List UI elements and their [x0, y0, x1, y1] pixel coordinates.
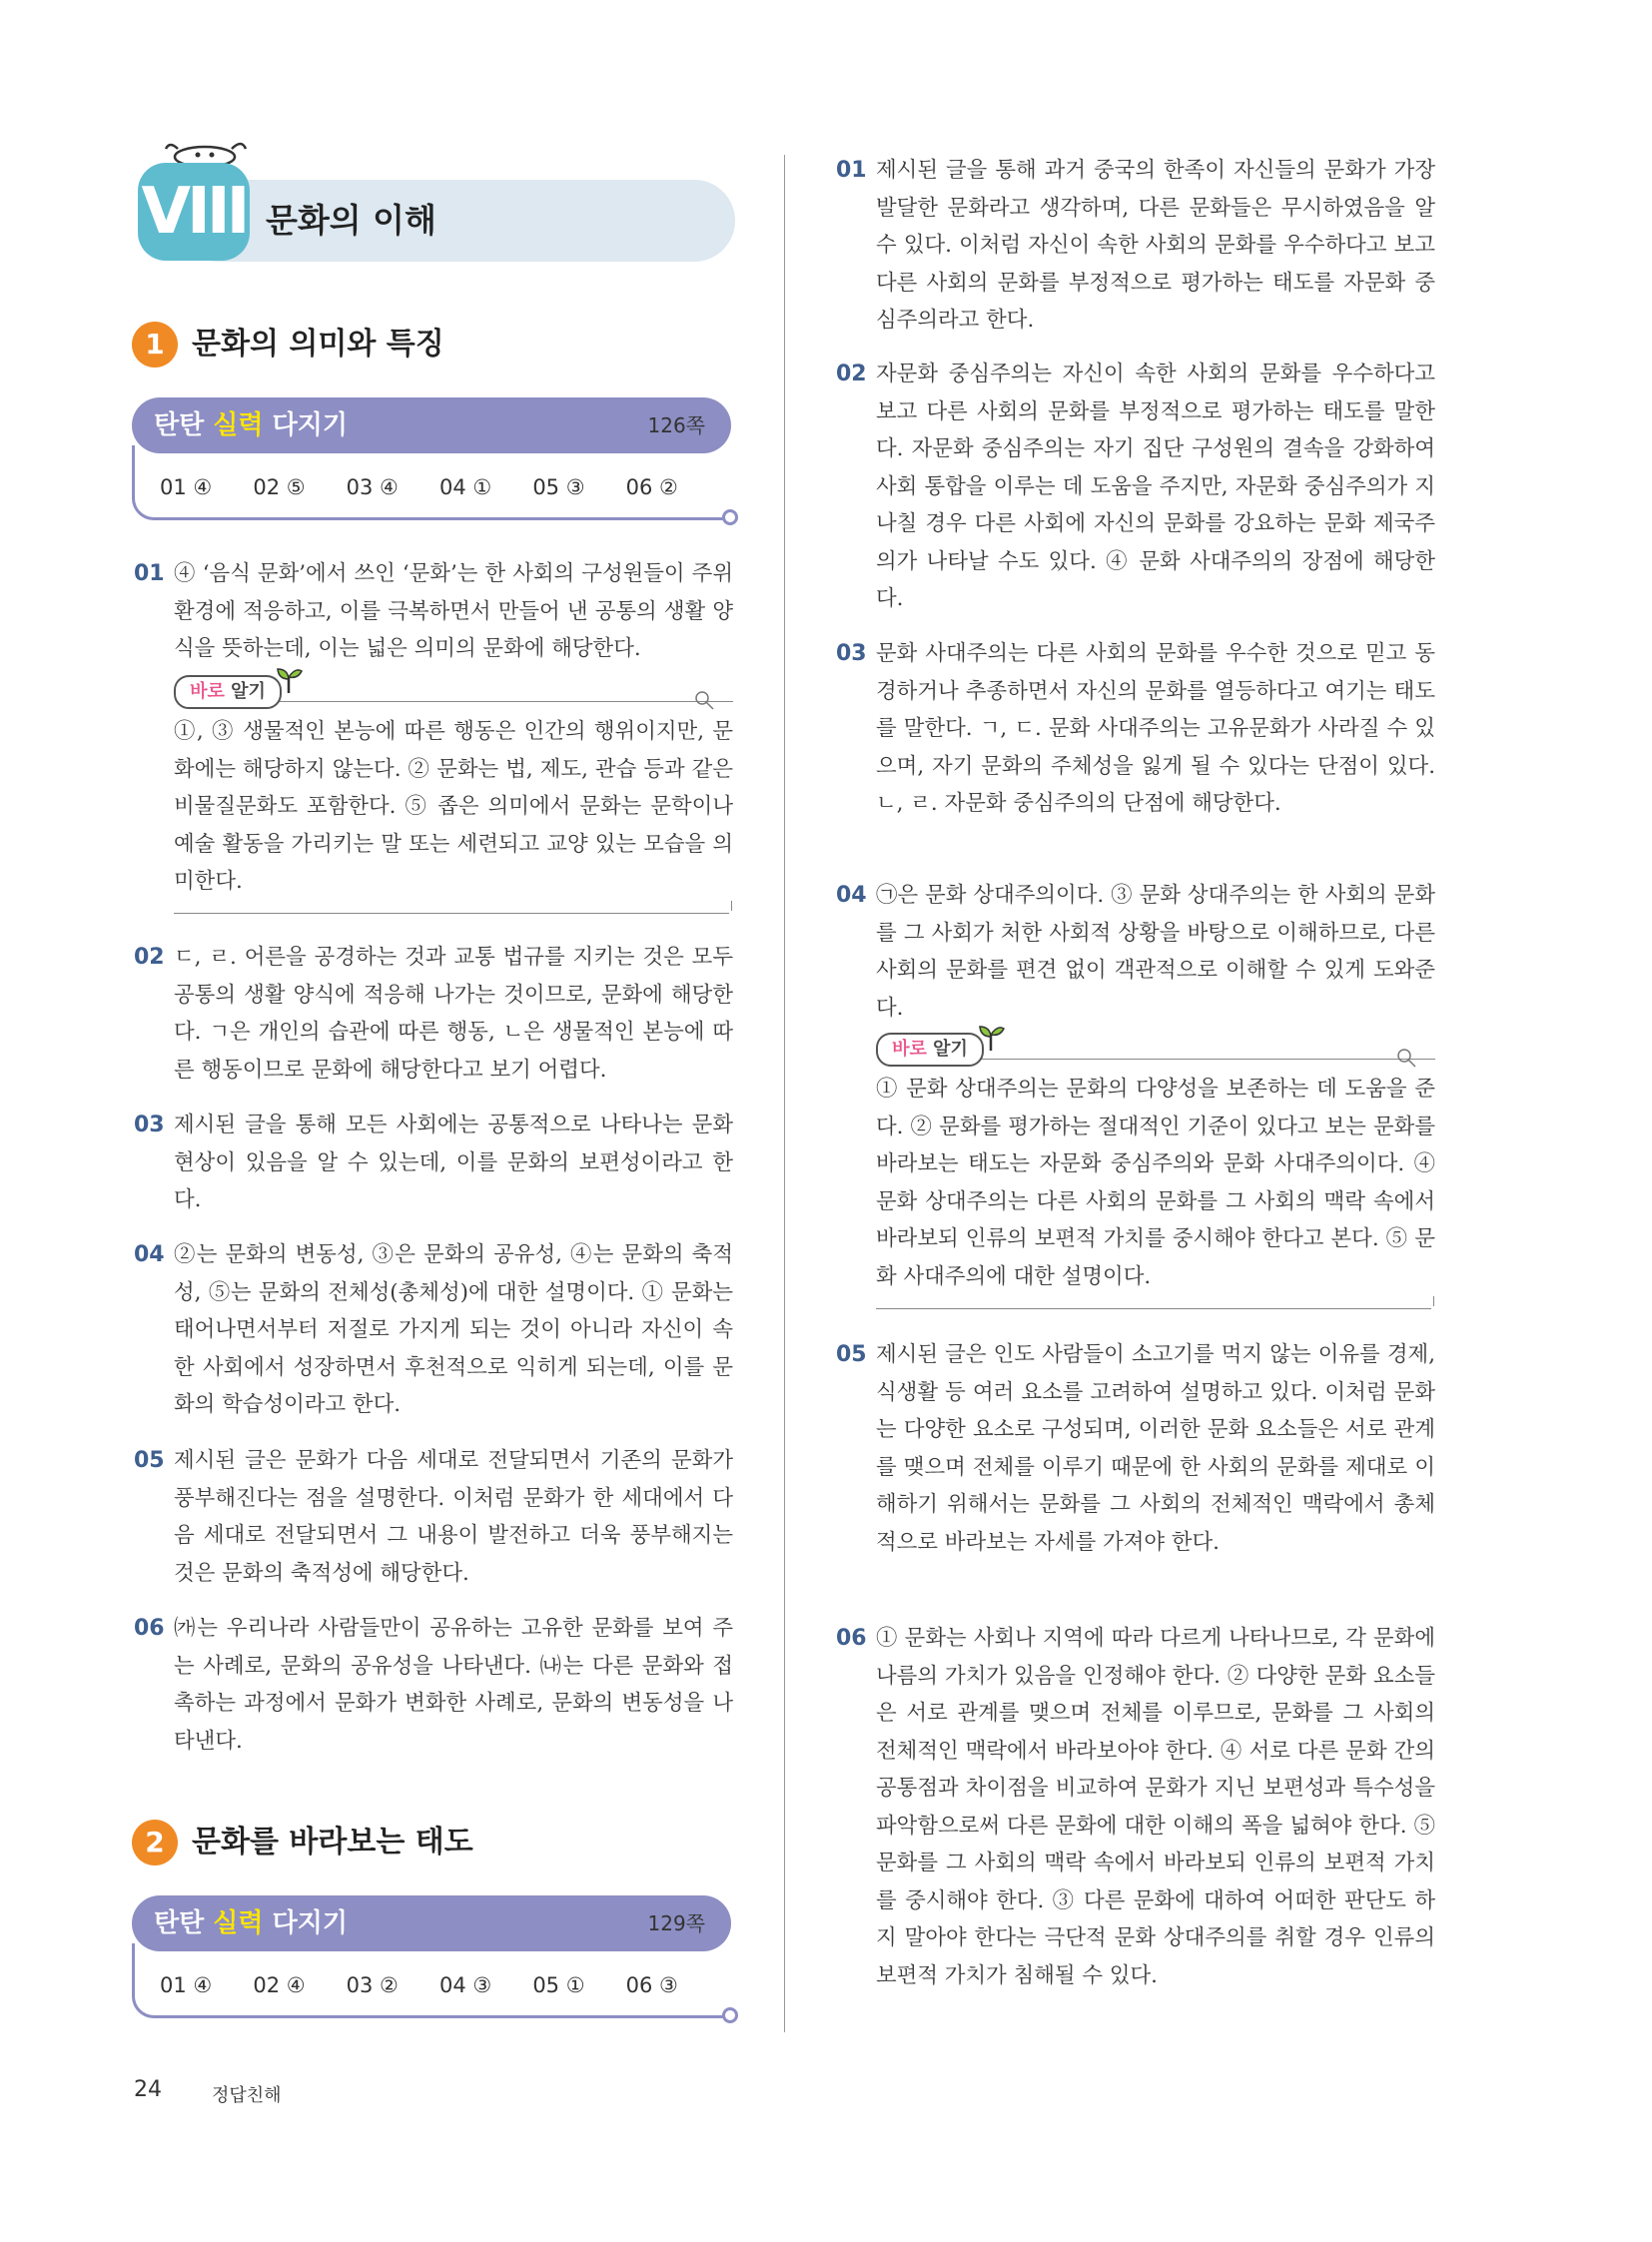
- section-number: 1: [132, 322, 178, 368]
- explanation-text: ㉠은 문화 상대주의이다. ③ 문화 상대주의는 한 사회의 문화를 그 사회가 처한 사회적 상황을 바탕으로 이해하므로, 다른 사회의 문화를 편견 없이 객관적으로 이해할 수 있게 도와준다.: [876, 883, 1435, 1021]
- explanation-left-01: [134, 555, 733, 668]
- question-number: 03: [134, 1113, 165, 1137]
- explanation-text: ㈎는 우리나라 사람들만이 공유하는 고유한 문화를 보여 주는 사례로, 문화의 공유성을 나타낸다. ㈏는 다른 문화와 접촉하는 과정에서 문화가 변화한 사례로, 문화의 변동성을 나타낸다.: [174, 1616, 733, 1754]
- sprout-icon: [976, 1023, 1006, 1053]
- question-number: 01: [134, 561, 165, 586]
- question-number: 02: [836, 362, 867, 386]
- explanation-left-04: [134, 1236, 733, 1424]
- answer-box-header: [132, 1895, 731, 1951]
- note-label: 바로 알기: [174, 675, 282, 709]
- question-number: 03: [836, 641, 867, 666]
- note-top-rule: [278, 701, 733, 702]
- magnifier-icon: [1395, 1047, 1417, 1069]
- answer-item: 06 ③: [625, 1973, 678, 1997]
- explanation-text: ②는 문화의 변동성, ③은 문화의 공유성, ④는 문화의 축적성, ⑤는 문화의 전체성(총체성)에 대한 설명이다. ① 문화는 태어나면서부터 저절로 가지게 되는 것이 아니라 자신이 속한 사회에서 성장하면서 후천적으로 익히게 되는데, 이를 문화의 학습성이라고 한다.: [174, 1242, 733, 1417]
- answer-item: 05 ③: [532, 475, 585, 499]
- chapter-header: [138, 135, 735, 265]
- column-divider: [784, 155, 785, 2032]
- answer-item: 06 ②: [625, 475, 678, 499]
- explanation-text: 제시된 글은 문화가 다음 세대로 전달되면서 기존의 문화가 풍부해진다는 점을 설명한다. 이처럼 문화가 한 세대에서 다음 세대로 전달되면서 그 내용이 발전하고 더욱 풍부해지는 것은 문화의 축적성에 해당한다.: [174, 1448, 733, 1586]
- frame-dot-icon: [722, 509, 738, 525]
- answer-item: 03 ④: [346, 475, 399, 499]
- answer-item: 04 ①: [438, 475, 492, 499]
- explanation-left-06: [134, 1610, 733, 1760]
- explanation-right-04: [836, 877, 1435, 1027]
- chapter-number: VIII: [138, 163, 250, 261]
- note-top-rule: [980, 1059, 1435, 1060]
- answer-item: 03 ②: [346, 1973, 399, 1997]
- answer-box-page: 129쪽: [647, 1911, 705, 1935]
- explanation-text: ㄷ, ㄹ. 어른을 공경하는 것과 교통 법규를 지키는 것은 모두 공통의 생활 양식에 적응해 나가는 것이므로, 문화에 해당한다. ㄱ은 개인의 습관에 따른 행동, ㄴ은 생물적인 본능에 따른 행동이므로 문화에 해당한다고 보기 어렵다.: [174, 945, 733, 1083]
- section-title: 문화를 바라보는 태도: [192, 1825, 473, 1860]
- answer-list: [160, 1973, 719, 1997]
- question-number: 05: [134, 1448, 165, 1473]
- question-number: 05: [836, 1342, 867, 1367]
- explanation-left-05: [134, 1442, 733, 1592]
- answer-item: 02 ⑤: [253, 475, 306, 499]
- answer-list: [160, 475, 719, 499]
- note-bottom-rule: [174, 913, 729, 914]
- answer-box-2: [132, 1895, 731, 2023]
- question-number: 04: [134, 1242, 165, 1267]
- explanation-right-05: [836, 1336, 1435, 1561]
- answer-box-title: 탄탄 실력 다지기: [154, 1908, 348, 1938]
- sprout-icon: [274, 665, 304, 695]
- question-number: 02: [134, 945, 165, 970]
- explanation-text: 문화 사대주의는 다른 사회의 문화를 우수한 것으로 믿고 동경하거나 추종하면서 자신의 문화를 열등하다고 여기는 태도를 말한다. ㄱ, ㄷ. 문화 사대주의는 고유문화가 사라질 수 있으며, 자기 문화의 주체성을 잃게 될 수 있다는 단점이 있다. ㄴ, ㄹ. 자문화 중심주의의 단점에 해당한다.: [876, 641, 1435, 816]
- explanation-right-01: [836, 152, 1435, 340]
- note-tick: [725, 901, 732, 911]
- answer-box-page: 126쪽: [647, 413, 705, 437]
- page-number: 24: [134, 2077, 162, 2102]
- answer-item: 05 ①: [532, 1973, 585, 1997]
- note-bottom-rule: [876, 1308, 1431, 1309]
- answer-item: 02 ④: [253, 1973, 306, 1997]
- question-number: 06: [134, 1616, 165, 1641]
- question-number: 06: [836, 1626, 867, 1651]
- answer-item: 01 ④: [160, 1973, 213, 1997]
- question-number: 04: [836, 883, 867, 908]
- note-text: ① 문화 상대주의는 문화의 다양성을 보존하는 데 도움을 준다. ② 문화를 평가하는 절대적인 기준이 있다고 보는 문화를 바라보는 태도는 자문화 중심주의와 문화 사대주의이다. ④ 문화 상대주의는 다른 사회의 문화를 그 사회의 맥락 속에서 바라보되 인류의 보편적 가치를 중시해야 한다고 본다. ⑤ 문화 사대주의에 대한 설명이다.: [876, 1077, 1435, 1289]
- explanation-left-02: [134, 939, 733, 1089]
- book-title: 정답친해: [212, 2085, 282, 2106]
- explanation-text: ① 문화는 사회나 지역에 따라 다르게 나타나므로, 각 문화에 나름의 가치가 있음을 인정해야 한다. ② 다양한 문화 요소들은 서로 관계를 맺으며 전체를 이루므로, 문화를 그 사회의 전체적인 맥락에서 바라보아야 한다. ④ 서로 다른 문화 간의 공통점과 차이점을 비교하여 문화가 지닌 보편성과 특수성을 파악함으로써 다른 문화에 대한 이해의 폭을 넓혀야 한다. ⑤ 문화를 그 사회의 맥락 속에서 바라보되 인류의 보편적 가치를 중시해야 한다. ③ 다른 문화에 대하여 어떠한 판단도 하지 말아야 한다는 극단적 문화 상대주의를 취할 경우 인류의 보편적 가치가 침해될 수 있다.: [876, 1626, 1435, 1988]
- note-left-01: [174, 675, 733, 921]
- section-title: 문화의 의미와 특징: [192, 327, 444, 362]
- answer-item: 04 ③: [438, 1973, 492, 1997]
- chapter-title: 문화의 이해: [266, 201, 436, 240]
- answer-box-title: 탄탄 실력 다지기: [154, 410, 348, 440]
- explanation-text: 제시된 글을 통해 과거 중국의 한족이 자신들의 문화가 가장 발달한 문화라고 생각하며, 다른 문화들은 무시하였음을 알 수 있다. 이처럼 자신이 속한 사회의 문화를 우수하다고 보고 다른 사회의 문화를 부정적으로 평가하는 태도를 자문화 중심주의라고 한다.: [876, 158, 1435, 333]
- explanation-text: 제시된 글을 통해 모든 사회에는 공통적으로 나타나는 문화 현상이 있음을 알 수 있는데, 이를 문화의 보편성이라고 한다.: [174, 1113, 733, 1212]
- note-tick: [1427, 1296, 1434, 1306]
- explanation-left-03: [134, 1107, 733, 1219]
- section-number: 2: [132, 1820, 178, 1866]
- explanation-text: 제시된 글은 인도 사람들이 소고기를 먹지 않는 이유를 경제, 식생활 등 여러 요소를 고려하여 설명하고 있다. 이처럼 문화는 다양한 요소로 구성되며, 이러한 문화 요소들은 서로 관계를 맺으며 전체를 이루기 때문에 한 사회의 문화를 제대로 이해하기 위해서는 문화를 그 사회의 전체적인 맥락에서 총체적으로 바라보는 자세를 가져야 한다.: [876, 1342, 1435, 1555]
- answer-item: 01 ④: [160, 475, 213, 499]
- answer-box-1: [132, 397, 731, 525]
- chapter-bar: [178, 180, 735, 262]
- explanation-text: ④ ‘음식 문화’에서 쓰인 ‘문화’는 한 사회의 구성원들이 주위 환경에 적응하고, 이를 극복하면서 만들어 낸 공통의 생활 양식을 뜻하는데, 이는 넓은 의미의 문화에 해당한다.: [174, 561, 733, 661]
- magnifier-icon: [693, 689, 715, 711]
- frame-dot-icon: [722, 2007, 738, 2023]
- answer-box-header: [132, 397, 731, 453]
- note-right-04: [876, 1033, 1435, 1314]
- question-number: 01: [836, 158, 867, 183]
- explanation-right-06: [836, 1620, 1435, 1994]
- explanation-text: 자문화 중심주의는 자신이 속한 사회의 문화를 우수하다고 보고 다른 사회의 문화를 부정적으로 평가하는 태도를 말한다. 자문화 중심주의는 자기 집단 구성원의 결속을 강화하여 사회 통합을 이루는 데 도움을 주지만, 자문화 중심주의가 지나칠 경우 다른 사회에 자신의 문화를 강요하는 문화 제국주의가 나타날 수도 있다. ④ 문화 사대주의의 장점에 해당한다.: [876, 362, 1435, 611]
- explanation-right-02: [836, 356, 1435, 618]
- note-text: ①, ③ 생물적인 본능에 따른 행동은 인간의 행위이지만, 문화에는 해당하지 않는다. ② 문화는 법, 제도, 관습 등과 같은 비물질문화도 포함한다. ⑤ 좁은 의미에서 문화는 문학이나 예술 활동을 가리키는 말 또는 세련되고 교양 있는 모습을 의미한다.: [174, 719, 733, 894]
- explanation-right-03: [836, 635, 1435, 823]
- note-label: 바로 알기: [876, 1033, 984, 1067]
